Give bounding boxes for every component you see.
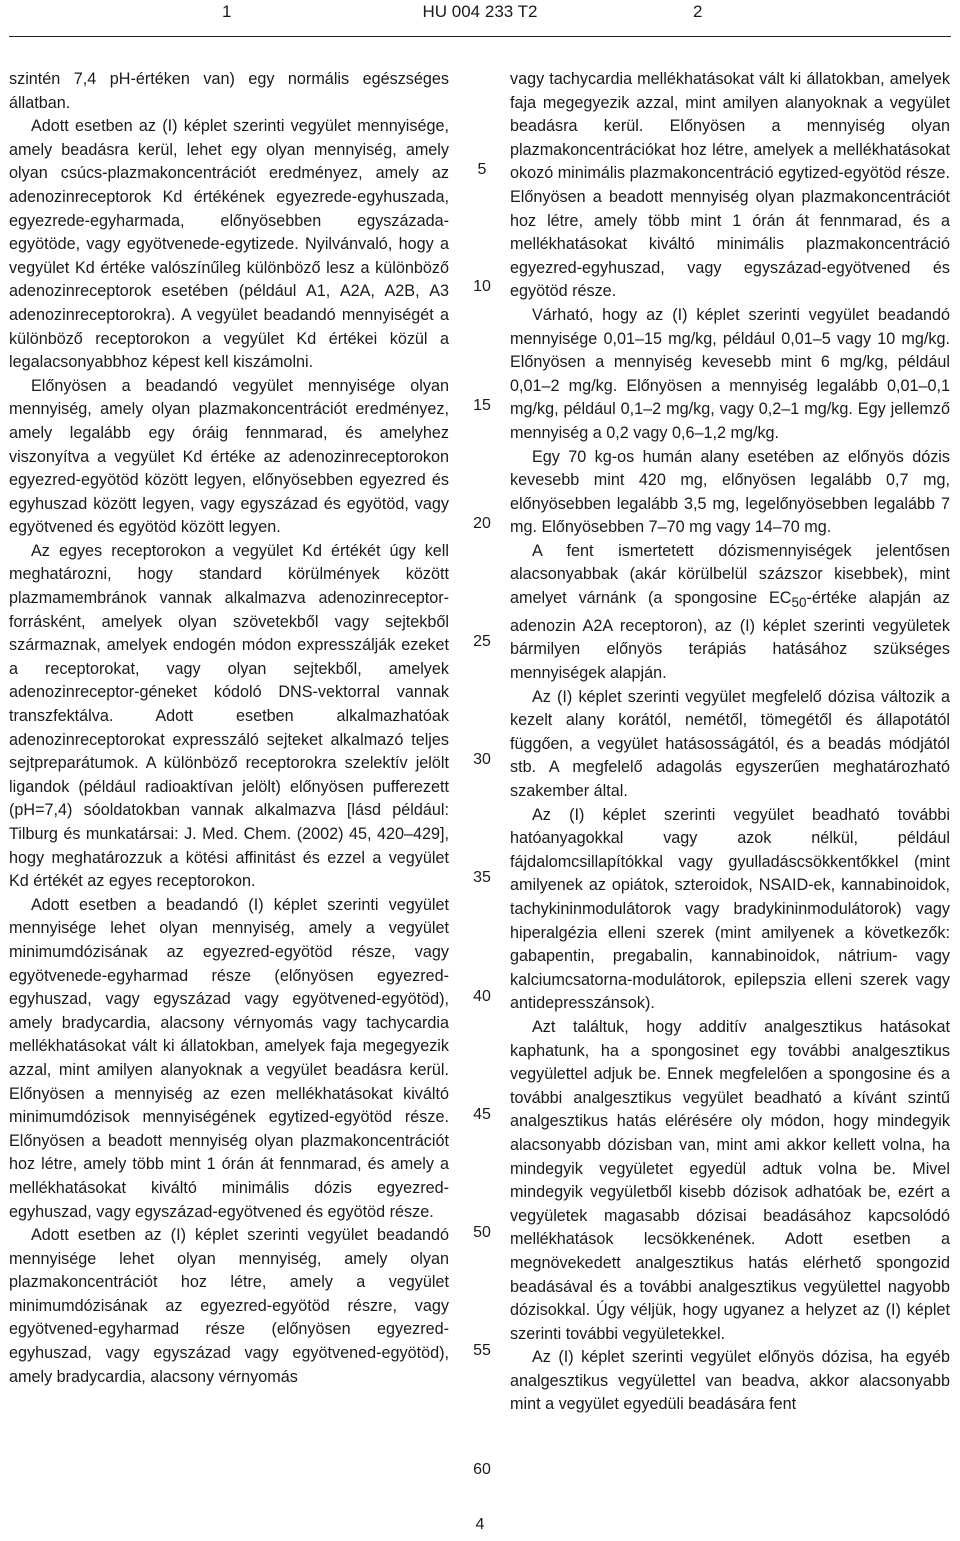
paragraph: Egy 70 kg-os humán alany esetében az előnyös dózis kevesebb mint 420 mg, előnyösen legalább 0,7 mg, előnyösebben legalább 3,5 mg, legelőnyösebben legalább 7 mg. Előnyösebben 7–70 mg vagy 14–70 mg. [510,447,950,537]
paragraph: Várható, hogy az (I) képlet szerinti vegyület beadandó mennyisége 0,01–15 mg/kg, például 0,01–5 vagy 10 mg/kg. Előnyösen a mennyiség kevesebb mint 6 mg/kg, például 0,01–2 mg/kg. Előnyösen a mennyiség legalább 0,01–0,1 mg/kg, például 0,1–2 mg/kg, vagy 0,2–1 mg/kg. Egy jellemző mennyiség a 0,2 vagy 0,6–1,2 mg/kg. [510,305,950,442]
right-page-number: 2 [693,2,703,21]
text-span: -értéke alapján az adenozin A2A receptoron), az (I) képlet szerinti vegyületek bármilyen előnyös terápiás hatásához szükséges mennyiségek alapján. [510,589,950,683]
paragraph: Az (I) képlet szerinti vegyület beadható további hatóanyagokkal vagy azok nélkül, például fájdalomcsillapítókkal vagy gyulladáscsökkentőkkel (mint amilyenek az opiátok, szteroidok, NSAID-ek, kannabinoidok, tachykininmodulátorok vagy bradykininmodulátorok) vagy hiperalgézia elleni szerek (mint amilyenek a következők: gabapentin, pregabalin, kannabinoidok, nátrium- vagy kalciumcsatorna-modulátorok, epilepszia elleni szerek vagy antidepresszánsok). [510,805,950,1013]
line-numbers [460,0,504,1541]
line-number: 45 [473,1106,491,1123]
line-number: 15 [473,397,491,414]
paragraph: Előnyösen a beadandó vegyület mennyisége olyan mennyiség, amely olyan plazmakoncentrációt eredményez, amely legalább egy óráig fennmarad, és amelyhez viszonyítva a vegyület Kd értéke az adenozinreceptorokon egyezred-egyötöd között legyen, előnyösebben egyezred és egyhuszad között legyen, vagy egyszázad és egyötöd, vagy egyötvened és egyötöd között legyen. [9,376,449,537]
line-number: 40 [473,988,491,1005]
paragraph: vagy tachycardia mellékhatásokat vált ki állatokban, amelyek faja megegyezik azzal, mint amilyen alanyoknak a vegyület beadásra kerül. Előnyösen a mennyiség olyan plazmakoncentrációkat hoz létre, amelyek a mellékhatásokat okozó minimális plazmakoncentráció egytized-egyötöd része. Előnyösen a beadott mennyiség olyan plazmakoncentrációt hoz létre, amely több mint 1 órán át fennmarad, és a mellékhatásokat kiváltó minimális plazmakoncentráció egyezred-egyhuszad, vagy egyszázad-egyötvened és egyötöd része. [510,70,950,301]
line-number: 20 [473,515,491,532]
line-number: 10 [473,278,491,295]
line-number: 55 [473,1342,491,1359]
line-number: 25 [473,633,491,650]
line-number: 30 [473,751,491,768]
paragraph: Az (I) képlet szerinti vegyület előnyös dózisa, ha egyéb analgesztikus vegyülettel van beadva, akkor alacsonyabb mint a vegyület egyedüli beadására fent [510,1348,950,1414]
line-number: 60 [473,1461,491,1478]
text-span: A fent ismertetett dózismennyiségek jelentősen alacsonyabbak (akár körülbelül százszor kisebbek), mint amelyet várnánk (a spongosine EC [510,541,950,608]
paragraph: Adott esetben a beadandó (I) képlet szerinti vegyület mennyisége lehet olyan mennyiség, amely a vegyület minimumdózisának az egyezred-egyötöd része, vagy egyötvenede-egyharmad része (előnyösen egyezred-egyhuszad, vagy egyszázad vagy egyötvened-egyötöd), amely bradycardia, alacsony vérnyomás vagy tachycardia mellékhatásokat vált ki állatokban, amelyek faja megegyezik azzal, mint amilyen alanyoknak a vegyület beadásra kerül. Előnyösen a mennyiség az ezen mellékhatásokat kiváltó minimumdózisok mennyiségének egytized-egyötöd része. Előnyösen a beadott mennyiség olyan plazmakoncentrációt hoz létre, amely több mint 1 órán át fennmarad, és amely a mellékhatásokat kiváltó minimális dózis egyezred-egyhuszad, vagy egyszázad-egyötvened és egyötöd része. [9,895,449,1221]
left-page-number: 1 [222,2,232,21]
subscript: 50 [791,595,807,611]
paragraph: Adott esetben az (I) képlet szerinti vegyület beadandó mennyisége lehet olyan mennyiség, amely olyan plazmakoncentrációt hoz létre, amely a vegyület minimumdózisának az egyezred-egyötöd részre, vagy egyötvened-egyharmad része (előnyösen egyezred-egyhuszad, vagy egyszázad vagy egyötvened-egyötöd), amely bradycardia, alacsony vérnyomás [9,1226,449,1386]
paragraph: Azt találtuk, hogy additív analgesztikus hatásokat kaphatunk, ha a spongosinet egy további analgesztikus vegyülettel adjuk be. Ennek megfelelően a spongosine és a további analgesztikus vegyület beadható a kívánt szintű analgesztikus hatás elérésére oly módon, hogy mindegyik alacsonyabb dózisban van, mint ami akkor kellett volna, ha mindegyik vegyületet egyedül adtuk volna be. Mivel mindegyik vegyületből kisebb dózisok adhatóak be, ezért a vegyületek magasabb dózisai beadásához kapcsolódó mellékhatások lecsökkenének. Adott esetben a megnövekedett analgesztikus hatás elérhető spongozid beadásával és a további analgesztikus vegyülettel nagyobb dózisokkal. Úgy véljük, hogy ugyanez a helyzet az (I) képlet szerinti további vegyületekkel. [510,1017,950,1343]
paragraph: szintén 7,4 pH-értéken van) egy normális egészséges állatban. [9,70,449,112]
left-column [9,68,449,1389]
line-number: 5 [477,161,487,178]
paragraph: Adott esetben az (I) képlet szerinti vegyület mennyisége, amely beadásra kerül, lehet egy olyan mennyiség, amely olyan csúcs-plazmakoncentrációt eredményez, amely az adenozinreceptorok Kd értékének egyezrede-egyhuszada, egyezrede-egyharmada, előnyösebben egyszázada-egyötöde, vagy egyötvenede-egytizede. Nyilvánvaló, hogy a vegyület Kd értéke valószínűleg különböző lesz a különböző adenozinreceptorok esetében (például A1, A2A, A2B, A3 adenozinreceptorokra). A vegyület beadandó mennyiségét a különböző receptorokon a vegyület Kd értékei közül a legalacsonyabbhoz képest kell kiszámolni. [9,117,449,372]
page-footer: 4 [475,1516,485,1533]
paragraph: Az (I) képlet szerinti vegyület megfelelő dózisa változik a kezelt alany korától, nemétől, tömegétől és állapotától függően, a vegyület hatásosságától, és a beadás módjától stb. A megfelelő adagolás egyszerűen meghatározható szakember által. [510,687,950,801]
right-column [510,68,950,1417]
line-number: 50 [473,1224,491,1241]
line-number: 35 [473,869,491,886]
paragraph: Az egyes receptorokon a vegyület Kd értékét úgy kell meghatározni, hogy standard körülmények között plazmamembránok vannak alkalmazva adenozinreceptor-forrásként, amelyek olyan szövetekből vagy sejtekből származnak, amelyek endogén módon expresszálják ezeket a receptorokat, vagy olyan sejtekből, amelyek adenozinreceptor-géneket kódoló DNS-vektorral vannak transzfektálva. Adott esetben alkalmazhatóak adenozinreceptorokat expresszáló sejteket alkalmazó teljes sejtpreparátumok. A különböző receptorokra szelektív jelölt ligandok (például radioaktívan jelölt) előnyösen pufferezett (pH=7,4) sóoldatokban vannak alkalmazva [lásd például: Tilburg és munkatársai: J. Med. Chem. (2002) 45, 420–429], hogy meghatározzuk a kötési affinitást és ezzel a vegyület Kd értékét az egyes receptorokon. [9,541,449,891]
document-number: HU 004 233 T2 [422,2,538,21]
paragraph-ec50 [510,540,950,686]
